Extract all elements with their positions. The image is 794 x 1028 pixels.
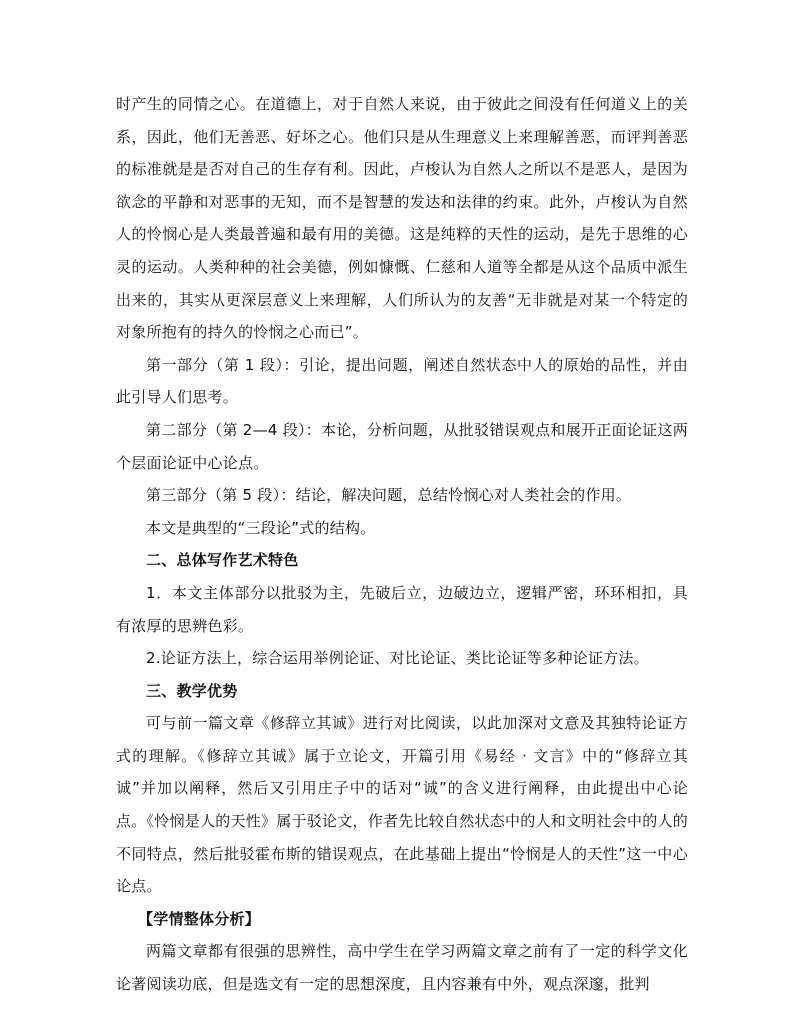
paragraph-rousseau-natural-man: 时产生的同情之心。在道德上，对于自然人来说，由于彼此之间没有任何道义上的关系，因此，他们无善恶、好坏之心。他们只是从生理意义上来理解善恶，而评判善恶的标准就是是否对自己的生存有利。因此，卢梭认为自然人之所以不是恶人，是因为欲念的平静和对恶事的无知，而不是智慧的发达和法律的约束。此外，卢梭认为自然人的怜悯心是人类最普遍和最有用的美德。这是纯粹的天性的运动，是先于思维的心灵的运动。人类种种的社会美德，例如慷慨、仁慈和人道等全都是从这个品质中派生出来的，其实从更深层意义上来理解，人们所认为的友善“无非就是对某一个特定的对象所抱有的持久的怜悯之心而已”。	[116, 95, 688, 342]
section-heading-learner-analysis: 【学情整体分析】	[138, 909, 261, 928]
document-body	[116, 88, 688, 1001]
paragraph-structure-summary: 本文是典型的“三段论”式的结构。	[146, 518, 376, 537]
paragraph-part-three: 第三部分（第 5 段）：结论，解决问题，总结怜悯心对人类社会的作用。	[146, 486, 632, 505]
paragraph-part-one: 第一部分（第 1 段）：引论，提出问题，阐述自然状态中人的原始的品性，并由此引导人们思考。	[116, 355, 688, 407]
section-heading-writing-features: 二、总体写作艺术特色	[146, 551, 299, 570]
paragraph-feature-two: 2.论证方法上，综合运用举例论证、对比论证、类比论证等多种论证方法。	[146, 649, 649, 668]
paragraph-feature-one: 1．本文主体部分以批驳为主，先破后立，边破边立，逻辑严密，环环相扣，具有浓厚的思辨色彩。	[116, 583, 688, 635]
section-heading-teaching-advantages: 三、教学优势	[146, 681, 238, 700]
paragraph-comparative-reading: 可与前一篇文章《修辞立其诚》进行对比阅读，以此加深对文意及其独特论证方式的理解。《修辞立其诚》属于立论文，开篇引用《易经 · 文言》中的“修辞立其诚”并加以阐释，然后又引用庄子中的话对“诚”的含义进行阐释，由此提出中心论点。《怜悯是人的天性》属于驳论文，作者先比较自然状态中的人和文明社会中的人的不同特点，然后批驳霍布斯的错误观点，在此基础上提出“怜悯是人的天性”这一中心论点。	[116, 714, 689, 896]
paragraph-part-two: 第二部分（第 2—4 段）：本论，分析问题，从批驳错误观点和展开正面论证这两个层面论证中心论点。	[116, 420, 688, 472]
paragraph-learner-analysis: 两篇文章都有很强的思辨性，高中学生在学习两篇文章之前有了一定的科学文化论著阅读功底，但是选文有一定的思想深度，且内容兼有中外，观点深邃，批判	[116, 942, 688, 994]
